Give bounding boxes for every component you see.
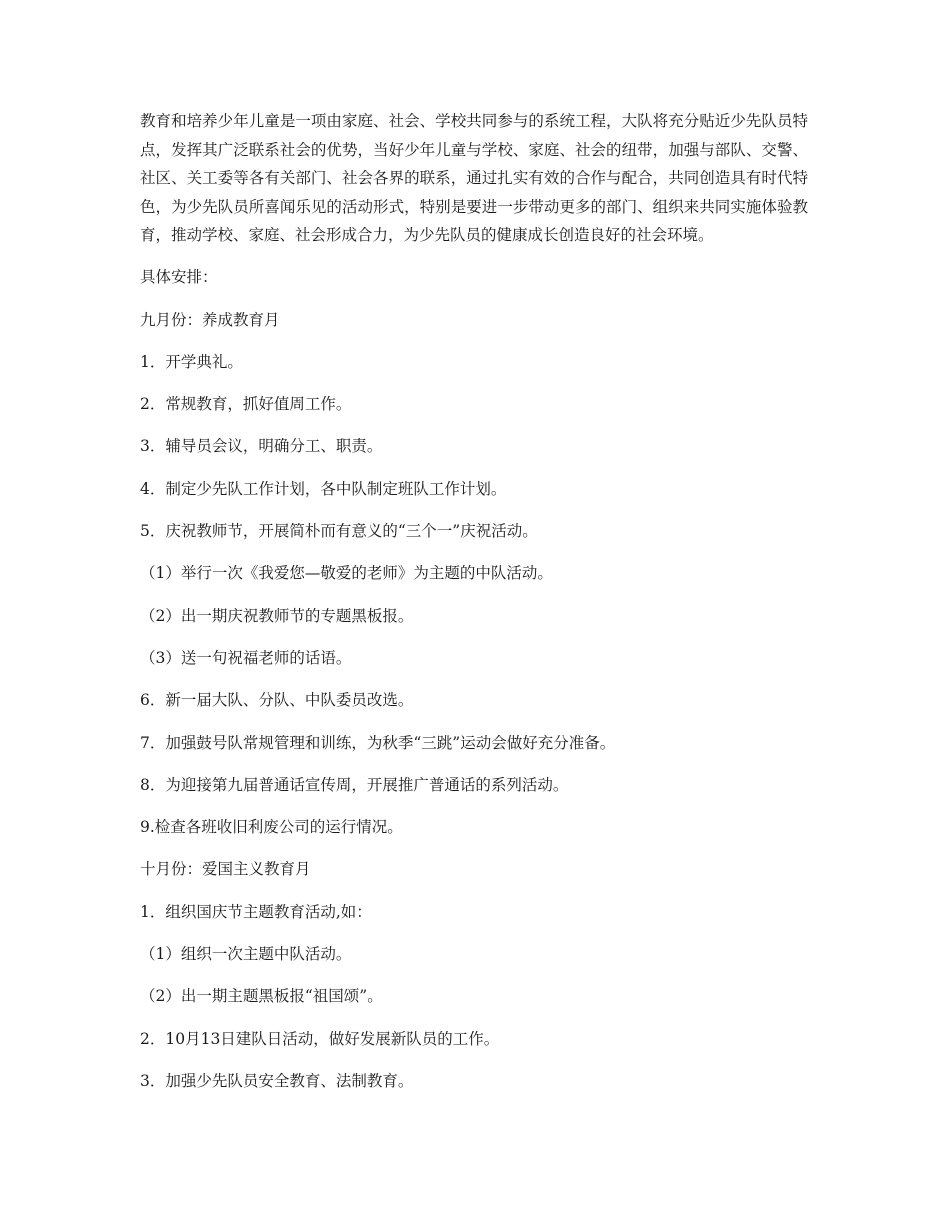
month-heading-october: 十月份：爱国主义教育月 — [140, 860, 311, 879]
list-item: 2．10月13日建队日活动，做好发展新队员的工作。 — [140, 1029, 500, 1048]
list-item: 2．常规教育，抓好值周工作。 — [140, 395, 352, 414]
sub-list-item: （2）出一期主题黑板报“祖国颂”。 — [140, 987, 383, 1006]
list-item: 3．加强少先队员安全教育、法制教育。 — [140, 1071, 414, 1090]
list-item: 6．新一届大队、分队、中队委员改选。 — [140, 691, 414, 710]
section-heading-arrangement: 具体安排： — [140, 268, 218, 287]
list-item: 5．庆祝教师节，开展简朴而有意义的“三个一”庆祝活动。 — [140, 522, 538, 541]
list-item: 1．组织国庆节主题教育活动,如： — [140, 902, 372, 921]
list-item: 4．制定少先队工作计划，各中队制定班队工作计划。 — [140, 479, 507, 498]
sub-list-item: （3）送一句祝福老师的话语。 — [140, 648, 352, 667]
sub-list-item: （1）举行一次《我爱您—敬爱的老师》为主题的中队活动。 — [140, 564, 553, 583]
intro-paragraph: 教育和培养少年儿童是一项由家庭、社会、学校共同参与的系统工程，大队将充分贴近少先队员特点，发挥其广泛联系社会的优势，当好少年儿童与学校、家庭、社会的纽带，加强与部队、交警、社区、关工委等各有关部门、社会各界的联系，通过扎实有效的合作与配合，共同创造具有时代特色，为少先队员所喜闻乐见的活动形式，特别是要进一步带动更多的部门、组织来共同实施体验教育，推动学校、家庭、社会形成合力，为少先队员的健康成长创造良好的社会环境。 — [140, 112, 808, 244]
list-item: 1．开学典礼。 — [140, 352, 243, 371]
list-item: 3．辅导员会议，明确分工、职责。 — [140, 437, 383, 456]
list-item: 7．加强鼓号队常规管理和训练，为秋季“三跳”运动会做好充分准备。 — [140, 733, 616, 752]
list-item: 9.检查各班收旧利废公司的运行情况。 — [140, 818, 403, 837]
sub-list-item: （1）组织一次主题中队活动。 — [140, 945, 352, 964]
month-heading-september: 九月份：养成教育月 — [140, 310, 280, 329]
document-page — [140, 107, 808, 1095]
list-item: 8．为迎接第九届普通话宣传周，开展推广普通话的系列活动。 — [140, 775, 569, 794]
sub-list-item: （2）出一期庆祝教师节的专题黑板报。 — [140, 606, 414, 625]
